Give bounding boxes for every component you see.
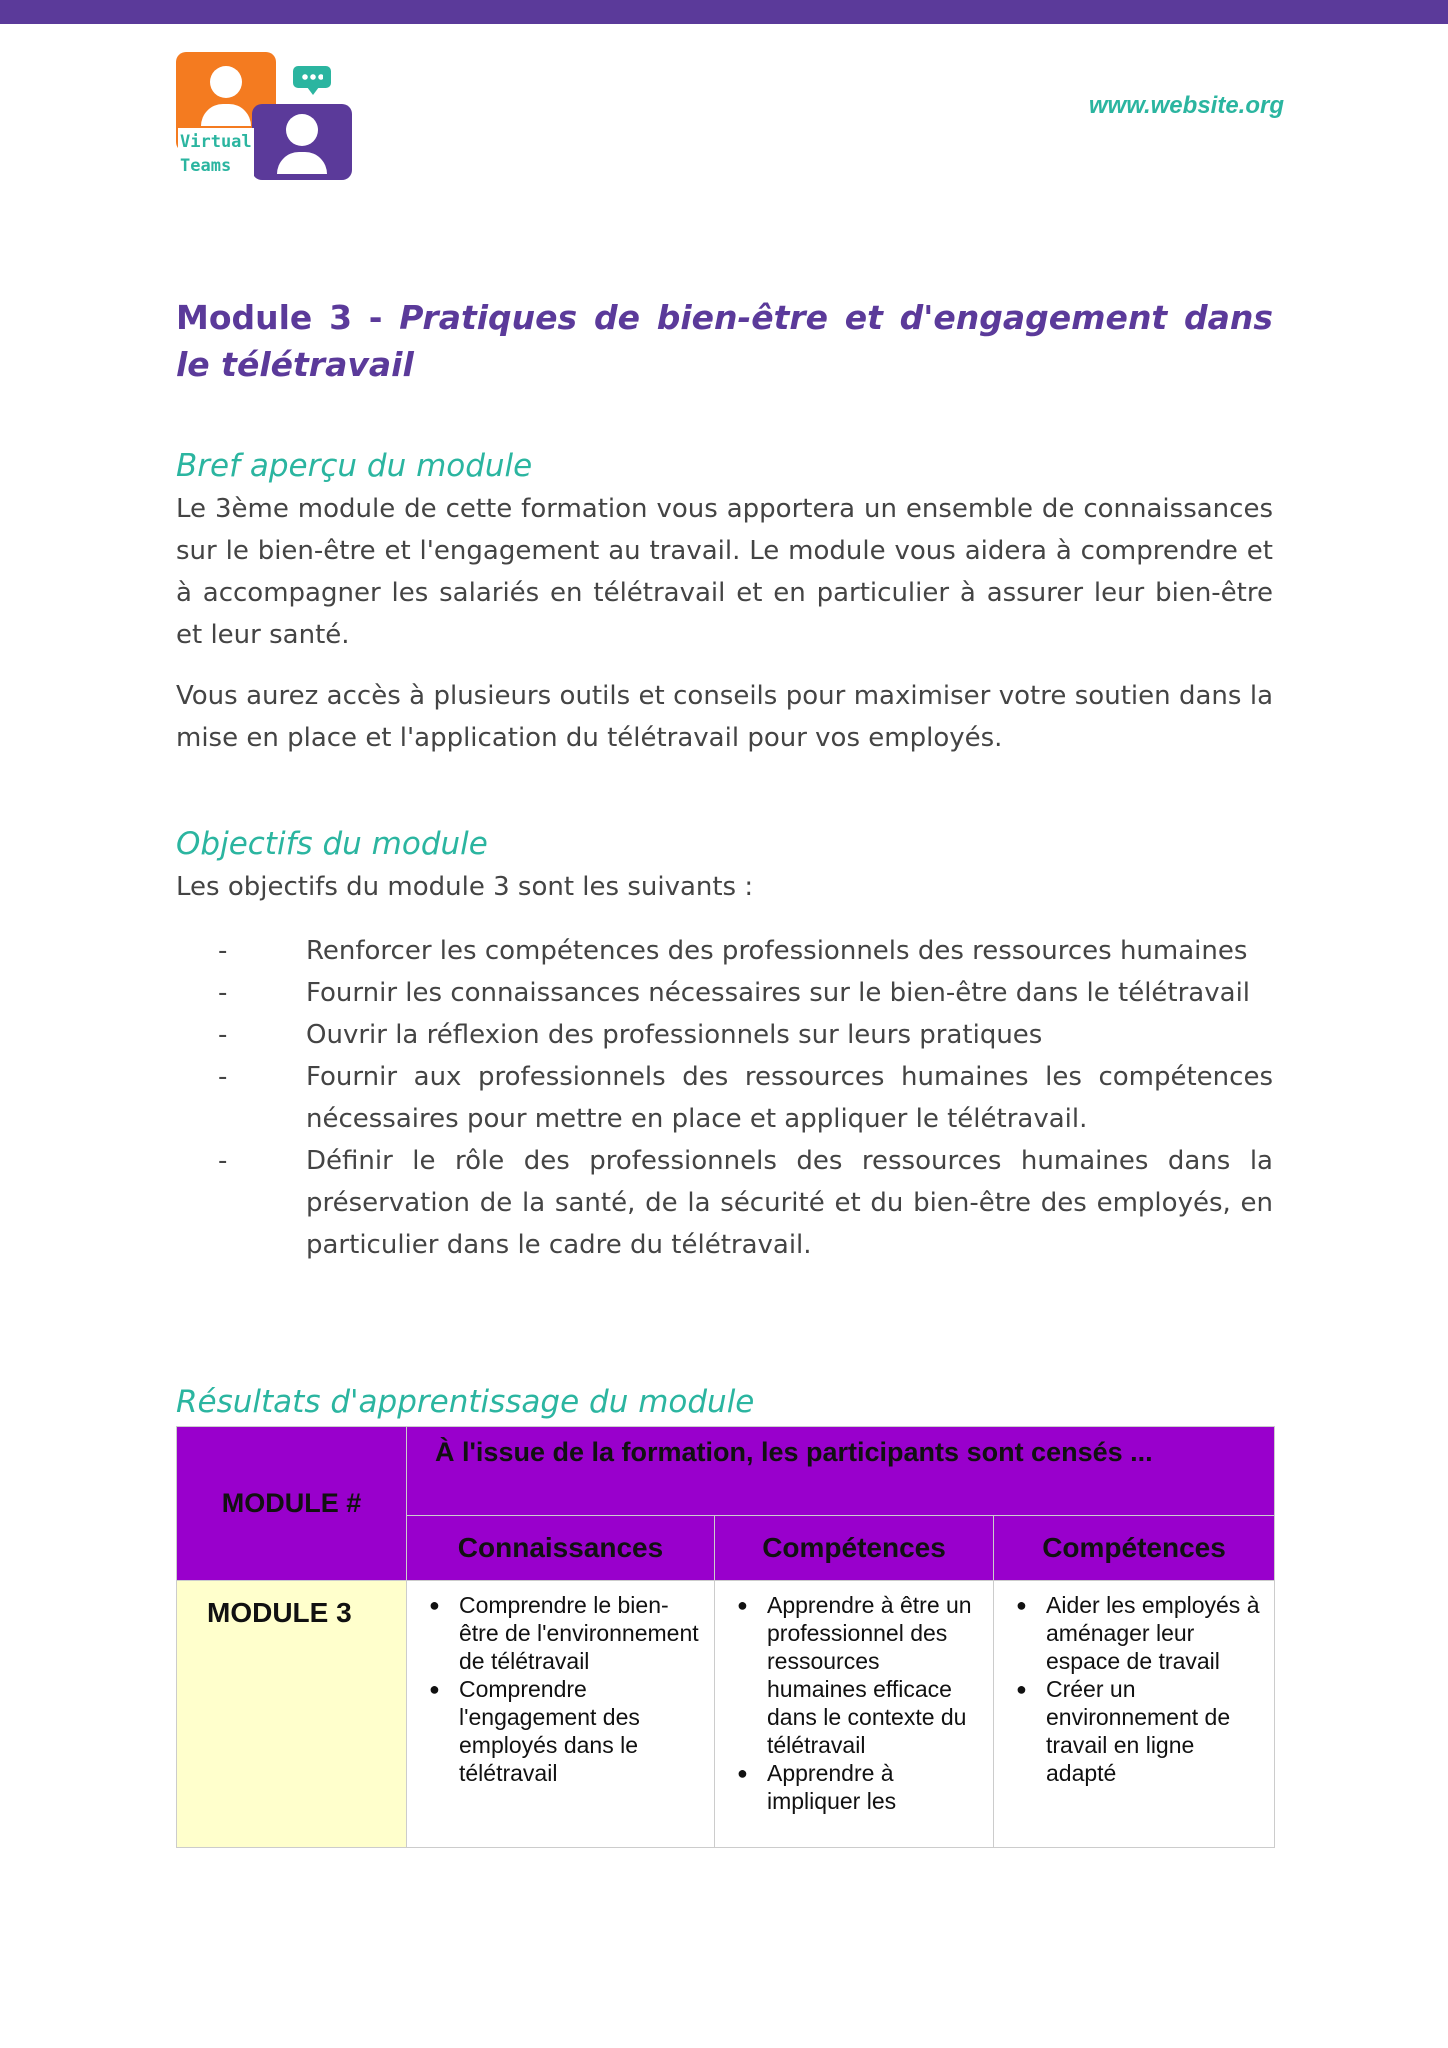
list-item: ● Aider les employés à aménager leur espace de travail <box>1046 1591 1266 1675</box>
person-icon <box>210 66 242 98</box>
module-title <box>176 294 1273 388</box>
objectives-list <box>176 930 1273 1266</box>
list-item <box>176 1056 1273 1140</box>
list-item-text: Renforcer les compétences des professionnels des ressources humaines <box>306 936 1248 966</box>
list-item: ● Comprendre l'engagement des employés dans le télétravail <box>459 1675 706 1787</box>
logo-text <box>178 128 254 180</box>
learning-outcomes-table <box>176 1426 1275 1848</box>
table-cell <box>994 1581 1275 1848</box>
person-body-icon <box>277 152 327 174</box>
list-item-text: Définir le rôle des professionnels des ressources humaines dans la préservation de la santé, de la sécurité et du bien-être des employés, en particulier dans le cadre du télétravail. <box>306 1146 1273 1260</box>
list-item <box>176 1014 1273 1056</box>
logo-text-line1: Virtual <box>180 132 252 152</box>
list-item-text: Fournir aux professionnels des ressources humaines les compétences nécessaires pour mettre en place et appliquer le télétravail. <box>306 1062 1273 1134</box>
objectives-heading: Objectifs du module <box>176 826 488 862</box>
top-bar <box>0 0 1448 24</box>
list-item <box>176 930 1273 972</box>
table-header-span: À l'issue de la formation, les participants sont censés ... <box>407 1427 1275 1516</box>
table-header-module: MODULE # <box>177 1427 407 1581</box>
results-heading: Résultats d'apprentissage du module <box>176 1384 755 1420</box>
title-italic: Pratiques de bien-être et d'engagement dans le télétravail <box>176 298 1273 384</box>
website-link[interactable]: www.website.org <box>1088 92 1284 119</box>
table-row-label: MODULE 3 <box>177 1581 407 1848</box>
logo-text-line2: Teams <box>180 156 232 176</box>
objectives-intro: Les objectifs du module 3 sont les suivants : <box>176 872 754 902</box>
dash-bullet: - <box>218 936 228 966</box>
title-prefix: Module 3 - <box>176 298 400 337</box>
list-item: ● Apprendre à impliquer les <box>767 1759 985 1815</box>
table-row <box>177 1581 1275 1848</box>
table-cell <box>407 1581 715 1848</box>
overview-paragraph-1: Le 3ème module de cette formation vous apportera un ensemble de connaissances sur le bien-être et l'engagement au travail. Le module vous aidera à comprendre et à accompagner les salariés en télétravail et en particulier à assurer leur bien-être et leur santé. <box>176 494 1273 650</box>
list-item <box>176 1140 1273 1266</box>
dash-bullet: - <box>218 978 228 1008</box>
list-item-text: Fournir les connaissances nécessaires sur le bien-être dans le télétravail <box>306 978 1251 1008</box>
dash-bullet: - <box>218 1020 228 1050</box>
virtual-teams-logo <box>176 52 356 182</box>
table-header-col: Compétences <box>994 1516 1275 1581</box>
overview-paragraph-2: Vous aurez accès à plusieurs outils et conseils pour maximiser votre soutien dans la mise en place et l'application du télétravail pour vos employés. <box>176 681 1273 753</box>
person-body-icon <box>201 104 251 126</box>
table-cell <box>715 1581 994 1848</box>
dash-bullet: - <box>218 1062 228 1092</box>
dash-bullet: - <box>218 1146 228 1176</box>
overview-heading: Bref aperçu du module <box>176 448 533 484</box>
list-item-text: Ouvrir la réflexion des professionnels sur leurs pratiques <box>306 1020 1043 1050</box>
list-item: ● Créer un environnement de travail en ligne adapté <box>1046 1675 1266 1787</box>
table-header-col: Compétences <box>715 1516 994 1581</box>
list-item <box>176 972 1273 1014</box>
table-header-col: Connaissances <box>407 1516 715 1581</box>
person-icon <box>286 114 318 146</box>
chat-bubble-icon <box>293 66 331 88</box>
list-item: ● Apprendre à être un professionnel des ressources humaines efficace dans le contexte du télétravail <box>767 1591 985 1759</box>
list-item: ● Comprendre le bien-être de l'environnement de télétravail <box>459 1591 706 1675</box>
logo-purple-tile <box>252 104 352 180</box>
